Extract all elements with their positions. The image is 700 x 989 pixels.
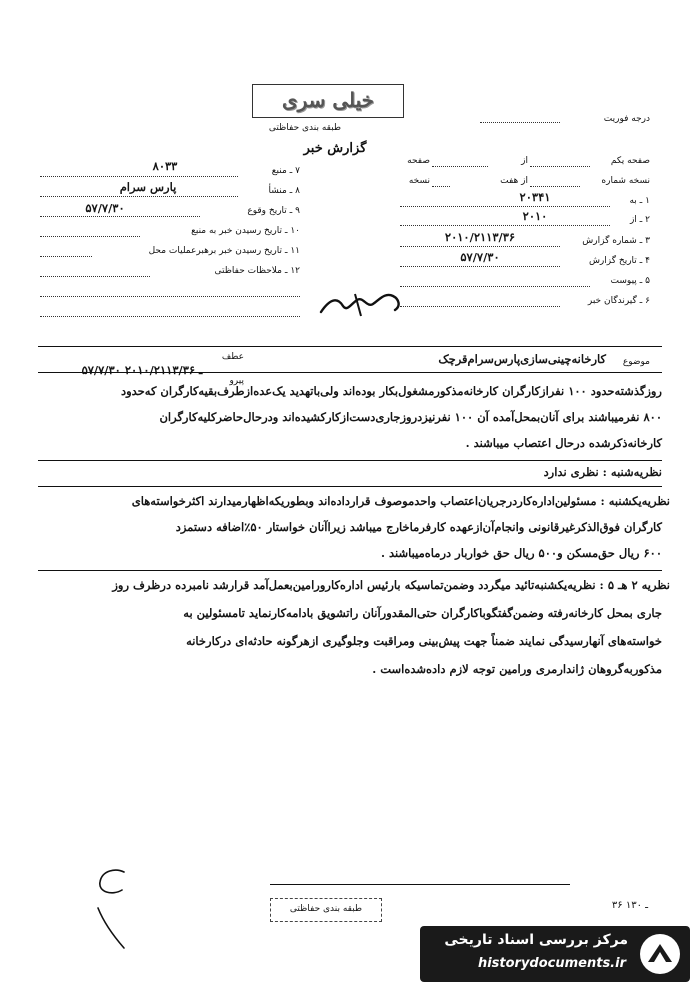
footer-classification: طبقه بندی حفاظتی	[289, 904, 363, 914]
field-label-date-received-source: ۱۰ ـ تاریخ رسیدن خبر به منبع	[191, 226, 300, 236]
opinion-b-rule	[38, 486, 662, 487]
field-dots-date-received-ops	[40, 256, 92, 257]
opinion-c-line: جاری بمحل کارخانه‌رفته وضمن‌گفتگوباکارگران حتی‌المقدورآنان راتشویق بادامه‌کارنماید تامسئولین به	[183, 606, 662, 620]
field-label-date-received-ops: ۱۱ ـ تاریخ رسیدن خبر برهبرعملیات محل	[148, 246, 300, 256]
from-label: ۲ ـ از	[629, 215, 650, 225]
page-end: صفحه	[407, 156, 430, 166]
attachment-label: ۵ ـ پیوست	[610, 276, 650, 286]
to-label: ۱ ـ به	[629, 196, 650, 206]
report-number-label: ۳ ـ شماره گزارش	[582, 236, 650, 246]
field-dots-date-occurred	[40, 216, 200, 217]
page-dots-1	[530, 166, 590, 167]
page-mid: از	[521, 156, 528, 166]
subject-text: کارخانه‌چینی‌سازی‌پارس‌سرام‌قرچک	[438, 352, 606, 366]
subject-top-rule	[38, 346, 662, 347]
watermark	[420, 926, 690, 982]
opinion-b-line: نظریه‌یکشنبه : مسئولین‌اداره‌کاردرجریان‌اعتصاب واحدموصوف قرارداده‌اند وبطوریکه‌اظهارمیدارند اکثرخواسته‌های	[131, 494, 670, 508]
opinion-source-rule	[38, 460, 662, 461]
report-number-value: ۲۰۱۰/۲۱۱۳/۳۶	[444, 230, 516, 244]
field-dots-extra-1	[40, 296, 300, 297]
watermark-title: مرکز بررسی اسناد تاریخی	[444, 932, 628, 948]
header-signature	[315, 282, 405, 322]
report-date-value: ۵۷/۷/۳۰	[460, 250, 500, 264]
field-dots-date-received-source	[40, 236, 140, 237]
to-value: ۲۰۳۴۱	[519, 190, 551, 204]
field-label-origin: ۸ ـ منشأ	[268, 186, 300, 196]
priority-label: درجه فوریت	[603, 114, 650, 124]
report-number-dots	[400, 246, 560, 247]
top-secret-stamp	[252, 84, 404, 118]
opinion-b-line: کارگران فوق‌الذکرغیرقانونی وانجام‌آن‌ازعهده کارفرماخارج میباشد زیراآنان خواستار ۵۰٪اضافه دستمزد	[175, 520, 662, 534]
subject-side-bottom: پیرو	[229, 376, 244, 386]
opinion-c-line: مذکوربه‌گروهان ژاندارمری ورامین توجه لازم داده‌شده‌است .	[372, 662, 662, 676]
watermark-book-icon	[638, 932, 682, 976]
field-value-date-occurred: ۵۷/۷/۳۰	[85, 201, 125, 215]
top-secret-stamp-text: خیلی سری	[281, 88, 375, 112]
footer-rule	[270, 884, 570, 885]
from-dots	[400, 225, 610, 226]
classification-label: طبقه بندی حفاظتی	[268, 123, 342, 133]
copy-dots-1	[530, 186, 580, 187]
subject-label: موضوع	[622, 357, 650, 367]
watermark-url: historydocuments.ir	[477, 956, 626, 971]
to-dots	[400, 206, 610, 207]
body-line: کارخانه‌ذکرشده درحال اعتصاب میباشند .	[465, 436, 662, 450]
page-dots-2	[432, 166, 488, 167]
page-label: صفحه یکم	[610, 156, 650, 166]
body-line: روزگذشته‌حدود ۱۰۰ نفرازکارگران کارخانه‌مذکورمشغول‌بکار بوده‌اند ولی‌باتهدید یک‌عده‌ازطرف‌بقیه‌کارگران که‌حدود	[120, 384, 662, 398]
footer-classification-box	[270, 898, 382, 922]
from-value: ۲۰۱۰	[522, 209, 548, 223]
field-label-source: ۷ ـ منبع	[271, 166, 300, 176]
field-dots-extra-2	[40, 316, 300, 317]
body-line: ۸۰۰ نفرمیباشند برای آنان‌بمحل‌آمده آن ۱۰۰ نفرنیزدروزجاری‌دست‌ازکارکشیده‌اند ودرحال‌حاضرکلیه‌کارگران	[159, 410, 662, 424]
copy-dots-2	[432, 186, 450, 187]
recipients-dots	[400, 306, 560, 307]
report-date-label: ۴ ـ تاریخ گزارش	[588, 256, 650, 266]
opinion-b-line: ۶۰۰ ریال حق‌مسکن و۵۰۰ ریال حق خواربار درماه‌میباشند .	[381, 546, 662, 560]
opinion-c-rule	[38, 570, 662, 571]
report-title: گزارش خبر	[303, 141, 367, 156]
page-number: ۳۶ ـ ۱۳۰	[611, 900, 649, 911]
field-dots-origin	[40, 196, 238, 197]
report-date-dots	[400, 266, 560, 267]
recipients-label: ۶ ـ گیرندگان خبر	[587, 296, 650, 306]
copy-end: نسخه	[408, 176, 430, 186]
subject-ref: ۵۷/۷/۳۰ ـ ۲۰۱۰/۲۱۱۳/۳۶	[81, 363, 203, 377]
opinion-c-line: نظریه ۲ هـ ۵ : نظریه‌یکشنبه‌تائید میگردد وضمن‌تماسیکه بارئیس اداره‌کارورامین‌بعمل‌آمد قرارشد نامبرده درظرف روز	[112, 578, 670, 592]
subject-side-top: عطف	[221, 352, 244, 362]
field-value-origin: پارس سرام	[119, 180, 177, 194]
field-label-date-occurred: ۹ ـ تاریخ وقوع	[247, 206, 300, 216]
opinion-source: نظریه‌شنبه : نظری ندارد	[543, 465, 662, 479]
subject-bottom-rule	[38, 372, 662, 373]
priority-dots	[480, 122, 560, 123]
copy-mid: از هفت	[500, 176, 528, 186]
attachment-dots	[400, 286, 590, 287]
bottom-signature	[88, 862, 138, 952]
field-label-security-notes: ۱۲ ـ ملاحظات حفاظتی	[214, 266, 300, 276]
field-dots-source	[40, 176, 238, 177]
field-value-source: ۸۰۳۳	[152, 159, 178, 173]
copy-label: نسخه شماره	[601, 176, 650, 186]
field-dots-security-notes	[40, 276, 150, 277]
opinion-c-line: خواسته‌های آنهارسیدگی نمایند ضمناً جهت پیش‌بینی ومراقبت وجلوگیری ازهرگونه حادثه‌ای درکارخانه	[186, 634, 662, 648]
